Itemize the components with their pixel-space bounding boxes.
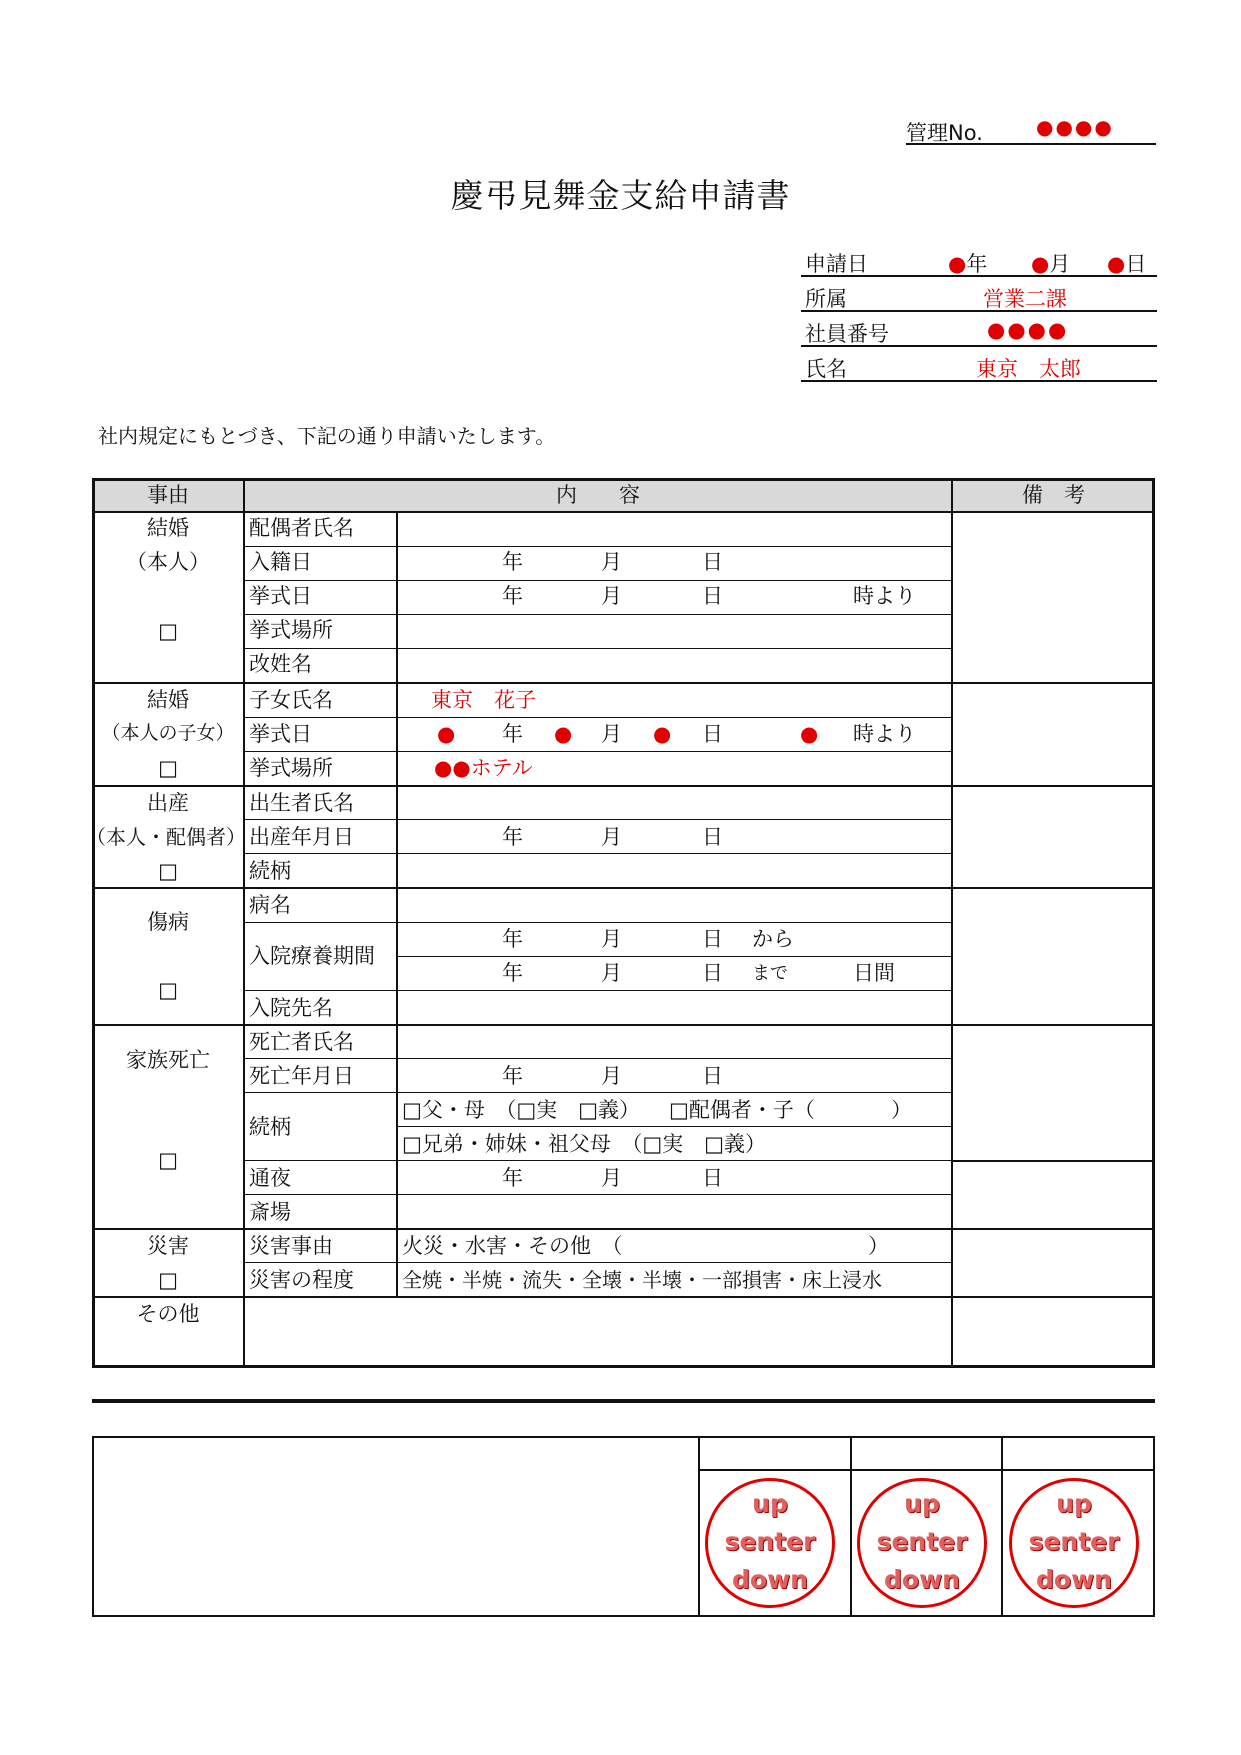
relation-parents-option[interactable]: □父・母 （□実 □義） xyxy=(402,1098,641,1122)
wake-day: 日 xyxy=(702,1166,723,1190)
apply-date-row xyxy=(801,242,1157,277)
death-title: 家族死亡 xyxy=(126,1048,210,1072)
row-line xyxy=(244,819,952,820)
disease-label: 病名 xyxy=(249,893,291,917)
registry-date-label: 入籍日 xyxy=(249,550,312,574)
death-day: 日 xyxy=(702,1064,723,1088)
box-div-1 xyxy=(698,1436,700,1617)
stamp-line-down: down xyxy=(1036,1565,1112,1594)
page-title: 慶弔見舞金支給申請書 xyxy=(450,176,791,215)
row-line xyxy=(244,580,952,581)
approval-stamp-2[interactable] xyxy=(857,1478,987,1608)
birth-day: 日 xyxy=(702,825,723,849)
child-ceremony-year-value[interactable]: ● xyxy=(437,722,456,746)
child-name-value[interactable]: 東京 花子 xyxy=(431,688,536,712)
row-line xyxy=(244,853,952,854)
death-checkbox[interactable]: □ xyxy=(158,1148,178,1172)
border-right xyxy=(1152,478,1155,1368)
wake-year: 年 xyxy=(502,1166,523,1190)
marriage-checkbox[interactable]: □ xyxy=(158,619,178,643)
approval-stamp-3[interactable] xyxy=(1009,1478,1139,1608)
border-top xyxy=(92,478,1155,481)
sep-1 xyxy=(92,682,1155,684)
registry-year: 年 xyxy=(502,550,523,574)
dept-value[interactable]: 営業二課 xyxy=(983,287,1067,311)
row-line xyxy=(244,1194,952,1195)
birth-title: 出産 xyxy=(147,791,189,815)
relation-spouse-child-close: ） xyxy=(891,1098,912,1122)
birth-checkbox[interactable]: □ xyxy=(158,859,178,883)
divider-note xyxy=(951,478,953,1368)
row-line xyxy=(244,1160,952,1161)
stamp-line-up: up xyxy=(1056,1489,1092,1518)
stamp-line-senter: senter xyxy=(876,1527,968,1556)
new-surname-label: 改姓名 xyxy=(249,652,312,676)
child-ceremony-year: 年 xyxy=(502,722,523,746)
child-ceremony-day: 日 xyxy=(702,722,723,746)
period-from: から xyxy=(752,927,794,951)
marriage-sub: （本人） xyxy=(126,550,210,574)
birth-date-label: 出産年月日 xyxy=(249,825,354,849)
death-date-label: 死亡年月日 xyxy=(249,1064,354,1088)
stamp-line-up: up xyxy=(752,1489,788,1518)
ceremony-place-label: 挙式場所 xyxy=(249,618,333,642)
stamp-line-up: up xyxy=(904,1489,940,1518)
disaster-cause-close: ） xyxy=(868,1234,889,1258)
registry-day: 日 xyxy=(702,550,723,574)
name-label: 氏名 xyxy=(805,357,847,381)
child-ceremony-month-value[interactable]: ● xyxy=(554,722,573,746)
birth-year: 年 xyxy=(502,825,523,849)
hospital-label: 入院先名 xyxy=(249,996,333,1020)
box-right xyxy=(1153,1436,1155,1617)
row-line xyxy=(244,1262,952,1263)
sep-3 xyxy=(92,887,1155,889)
sep-6 xyxy=(92,1296,1155,1298)
child-ceremony-month: 月 xyxy=(601,722,622,746)
row-line xyxy=(397,1126,952,1127)
disaster-checkbox[interactable]: □ xyxy=(158,1268,178,1292)
ceremony-date-label: 挙式日 xyxy=(249,584,312,608)
child-marriage-sub: （本人の子女） xyxy=(101,722,235,744)
row-line xyxy=(244,717,952,718)
apply-date-year[interactable]: ●年 xyxy=(948,252,988,276)
dept-label: 所属 xyxy=(805,287,847,311)
row-line xyxy=(397,956,952,957)
deceased-label: 死亡者氏名 xyxy=(249,1030,354,1054)
relation-siblings-option[interactable]: □兄弟・姉妹・祖父母 （□実 □義） xyxy=(402,1132,767,1156)
period-to-month: 月 xyxy=(601,961,622,985)
divider-label xyxy=(396,512,398,1296)
intro-text: 社内規定にもとづき、下記の通り申請いたします。 xyxy=(98,424,556,448)
period-to-day: 日 xyxy=(702,961,723,985)
child-place-value[interactable]: ●●ホテル xyxy=(434,756,533,780)
box-div-3 xyxy=(1001,1436,1003,1617)
illness-title: 傷病 xyxy=(147,910,189,934)
head-note: 備 考 xyxy=(1022,483,1085,507)
stamp-line-down: down xyxy=(884,1565,960,1594)
head-reason: 事由 xyxy=(147,483,189,507)
illness-checkbox[interactable]: □ xyxy=(158,978,178,1002)
period-from-month: 月 xyxy=(601,927,622,951)
child-ceremony-day-value[interactable]: ● xyxy=(653,722,672,746)
row-line xyxy=(244,648,952,649)
stamp-line-senter: senter xyxy=(724,1527,816,1556)
birth-relation-label: 続柄 xyxy=(249,859,291,883)
border-bottom xyxy=(92,1365,1155,1368)
row-line xyxy=(244,546,952,547)
apply-date-day[interactable]: ●日 xyxy=(1107,252,1147,276)
row-line xyxy=(244,922,952,923)
period-to-year: 年 xyxy=(502,961,523,985)
application-table xyxy=(86,478,1155,1368)
period-days: 日間 xyxy=(853,961,895,985)
ceremony-month: 月 xyxy=(601,584,622,608)
child-ceremony-place-label: 挙式場所 xyxy=(249,756,333,780)
box-bottom xyxy=(92,1615,1155,1617)
mgmt-value[interactable]: ●●●● xyxy=(1036,115,1114,139)
death-year: 年 xyxy=(502,1064,523,1088)
child-marriage-title: 結婚 xyxy=(147,688,189,712)
period-until: まで xyxy=(752,963,788,984)
child-ceremony-date-label: 挙式日 xyxy=(249,722,312,746)
apply-date-label: 申請日 xyxy=(805,252,868,276)
marriage-title: 結婚 xyxy=(147,516,189,540)
apply-date-month[interactable]: ●月 xyxy=(1031,252,1071,276)
ceremony-hour: 時より xyxy=(853,584,916,608)
period-from-day: 日 xyxy=(702,927,723,951)
section-separator xyxy=(92,1399,1155,1403)
sep-4 xyxy=(92,1024,1155,1026)
box-div-2 xyxy=(850,1436,852,1617)
child-ceremony-hour-value[interactable]: ● xyxy=(800,722,819,746)
management-number xyxy=(906,115,1156,145)
row-line xyxy=(244,1092,952,1093)
stamp-line-senter: senter xyxy=(1028,1527,1120,1556)
disaster-degree-label: 災害の程度 xyxy=(249,1268,354,1292)
disaster-cause-value[interactable]: 火災・水害・その他 （ xyxy=(402,1234,623,1258)
wake-label: 通夜 xyxy=(249,1166,291,1190)
ceremony-year: 年 xyxy=(502,584,523,608)
empno-value[interactable]: ●●●● xyxy=(987,318,1069,342)
header-line xyxy=(92,511,1155,513)
dept-row xyxy=(801,277,1157,312)
disaster-cause-label: 災害事由 xyxy=(249,1234,333,1258)
box-top xyxy=(92,1436,1155,1438)
row-line xyxy=(244,990,952,991)
disaster-title: 災害 xyxy=(147,1234,189,1258)
row-line xyxy=(244,751,952,752)
birth-sub: （本人・配偶者） xyxy=(86,825,246,849)
child-name-label: 子女氏名 xyxy=(249,688,333,712)
sep-2 xyxy=(92,785,1155,787)
child-marriage-checkbox[interactable]: □ xyxy=(158,756,178,780)
period-from-year: 年 xyxy=(502,927,523,951)
period-label: 入院療養期間 xyxy=(249,944,375,968)
row-line xyxy=(244,614,952,615)
wake-month: 月 xyxy=(601,1166,622,1190)
child-ceremony-hour: 時より xyxy=(853,722,916,746)
ceremony-day: 日 xyxy=(702,584,723,608)
disaster-degree-value[interactable]: 全焼・半焼・流失・全壊・半壊・一部損害・床上浸水 xyxy=(402,1268,882,1292)
relation-spouse-child-option[interactable]: □配偶者・子（ xyxy=(669,1098,815,1122)
empno-row xyxy=(801,312,1157,347)
mgmt-label: 管理No. xyxy=(906,121,983,145)
sep-5 xyxy=(92,1228,1155,1230)
registry-month: 月 xyxy=(601,550,622,574)
name-row xyxy=(801,347,1157,382)
stamp-line-down: down xyxy=(732,1565,808,1594)
birth-month: 月 xyxy=(601,825,622,849)
born-name-label: 出生者氏名 xyxy=(249,791,354,815)
box-header-line xyxy=(698,1469,1155,1471)
note-split xyxy=(951,1160,1155,1162)
row-line xyxy=(244,1058,952,1059)
death-relation-label: 続柄 xyxy=(249,1115,291,1139)
death-month: 月 xyxy=(601,1064,622,1088)
spouse-name-label: 配偶者氏名 xyxy=(249,516,354,540)
approval-stamp-1[interactable] xyxy=(705,1478,835,1608)
head-content: 内 容 xyxy=(556,483,640,507)
other-title: その他 xyxy=(136,1302,200,1326)
funeral-label: 斎場 xyxy=(249,1200,291,1224)
box-left xyxy=(92,1436,94,1617)
approval-box xyxy=(92,1436,1155,1617)
applicant-info xyxy=(801,242,1157,382)
empno-label: 社員番号 xyxy=(805,322,889,346)
name-value[interactable]: 東京 太郎 xyxy=(976,357,1081,381)
